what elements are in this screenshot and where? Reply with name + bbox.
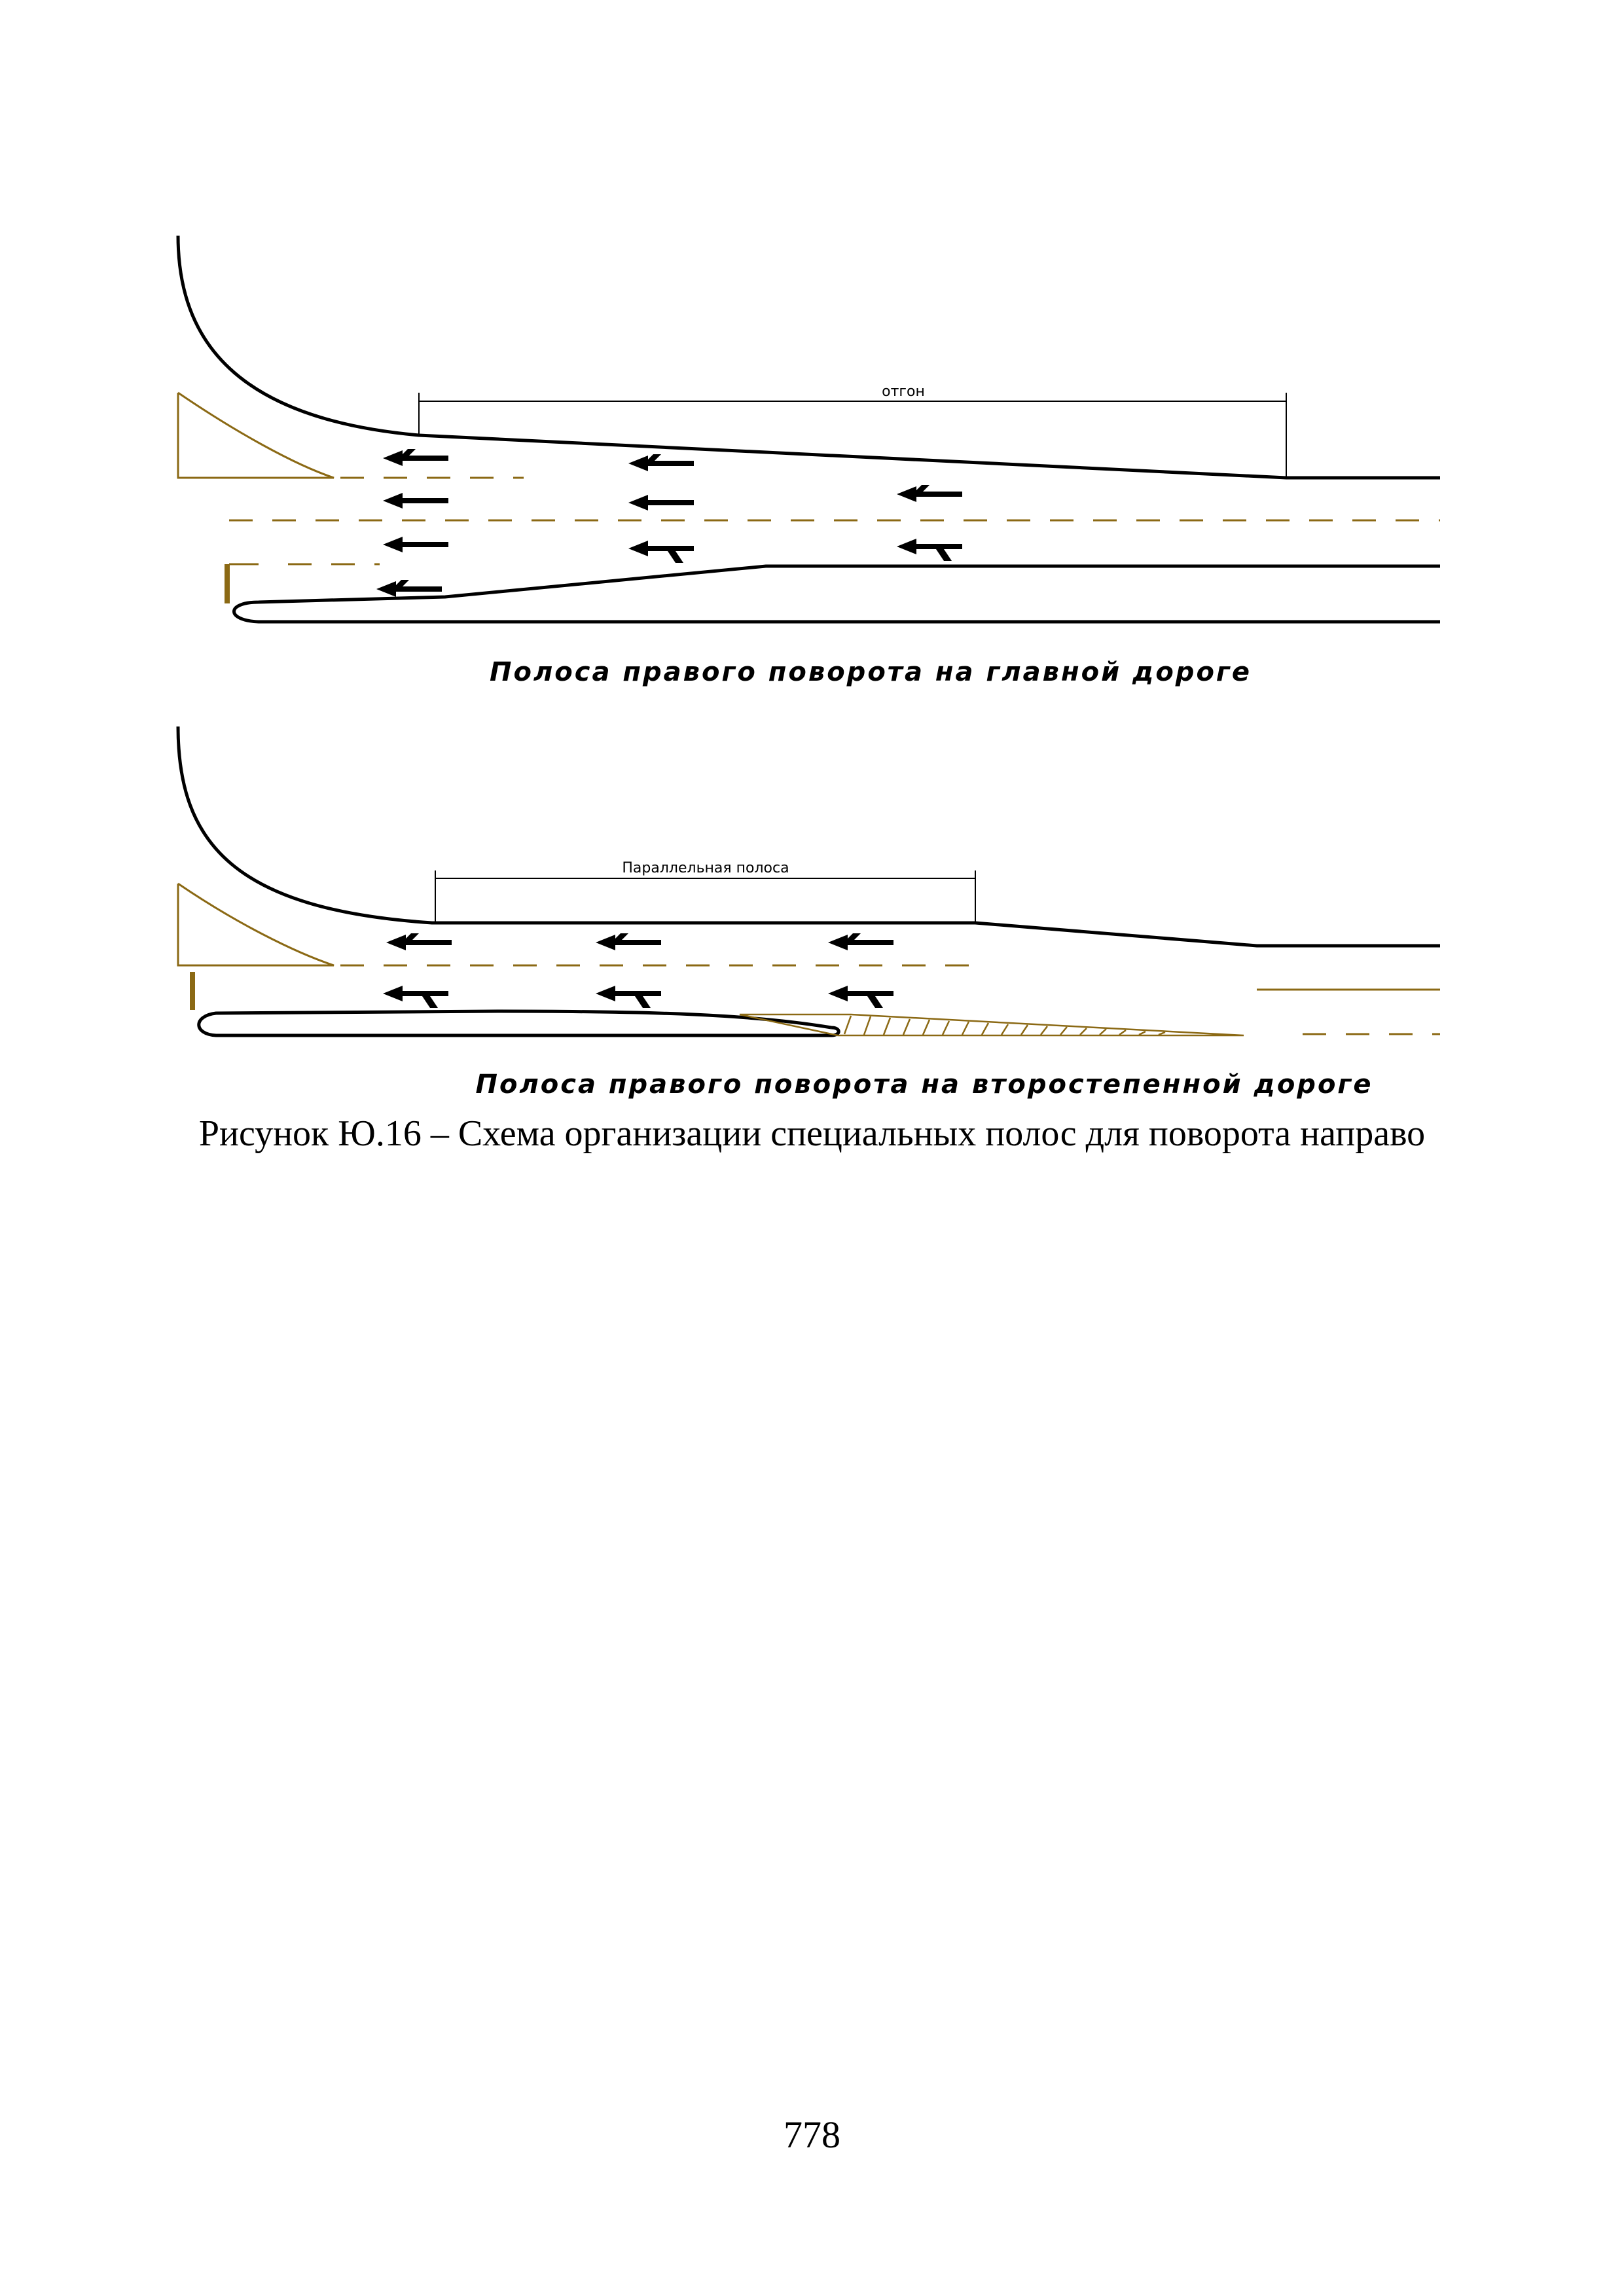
dimension-label: отгон [882, 384, 925, 400]
island-marking [178, 884, 334, 965]
dimension-label: Параллельная полоса [622, 860, 789, 876]
straight-arrow-icon [383, 449, 448, 466]
diagram-subtitle: Полоса правого поворота на второстепенной дороге [475, 1069, 1373, 1100]
straight-arrow-icon [828, 933, 893, 950]
figure-caption: Рисунок Ю.16 – Схема организации специальных полос для поворота направо [198, 1113, 1426, 1154]
curb-curve-top [178, 236, 1440, 478]
sign-post [190, 972, 195, 1010]
straight-arrow-icon [628, 495, 694, 511]
straight-arrow-icon [386, 933, 452, 950]
page-number: 778 [784, 2113, 840, 2156]
diagram-subtitle: Полоса правого поворота на главной дороге [490, 657, 1252, 687]
road-edge-inner [234, 566, 1441, 622]
right-turn-arrow-icon [828, 986, 893, 1008]
right-turn-arrow-icon [596, 986, 661, 1008]
right-turn-arrow-icon [383, 986, 448, 1008]
curb-curve-top [178, 726, 1440, 946]
island-marking [178, 393, 334, 478]
diagram-secondary-road-svg [0, 720, 1624, 1126]
right-turn-arrow-icon [897, 539, 962, 561]
straight-arrow-icon [628, 454, 694, 471]
hatched-taper-lines [844, 1016, 1165, 1035]
straight-right-arrow-icon [628, 541, 694, 563]
straight-arrow-icon [596, 933, 661, 950]
diagram-secondary-road [0, 720, 1624, 1126]
straight-arrow-icon [383, 537, 448, 552]
sign-post [225, 564, 230, 603]
straight-arrow-icon [376, 580, 442, 597]
diagram-main-road [0, 0, 1624, 720]
right-turn-arrow-icon [897, 485, 962, 502]
diagram-main-road-svg [0, 0, 1624, 720]
straight-arrow-icon [383, 493, 448, 509]
